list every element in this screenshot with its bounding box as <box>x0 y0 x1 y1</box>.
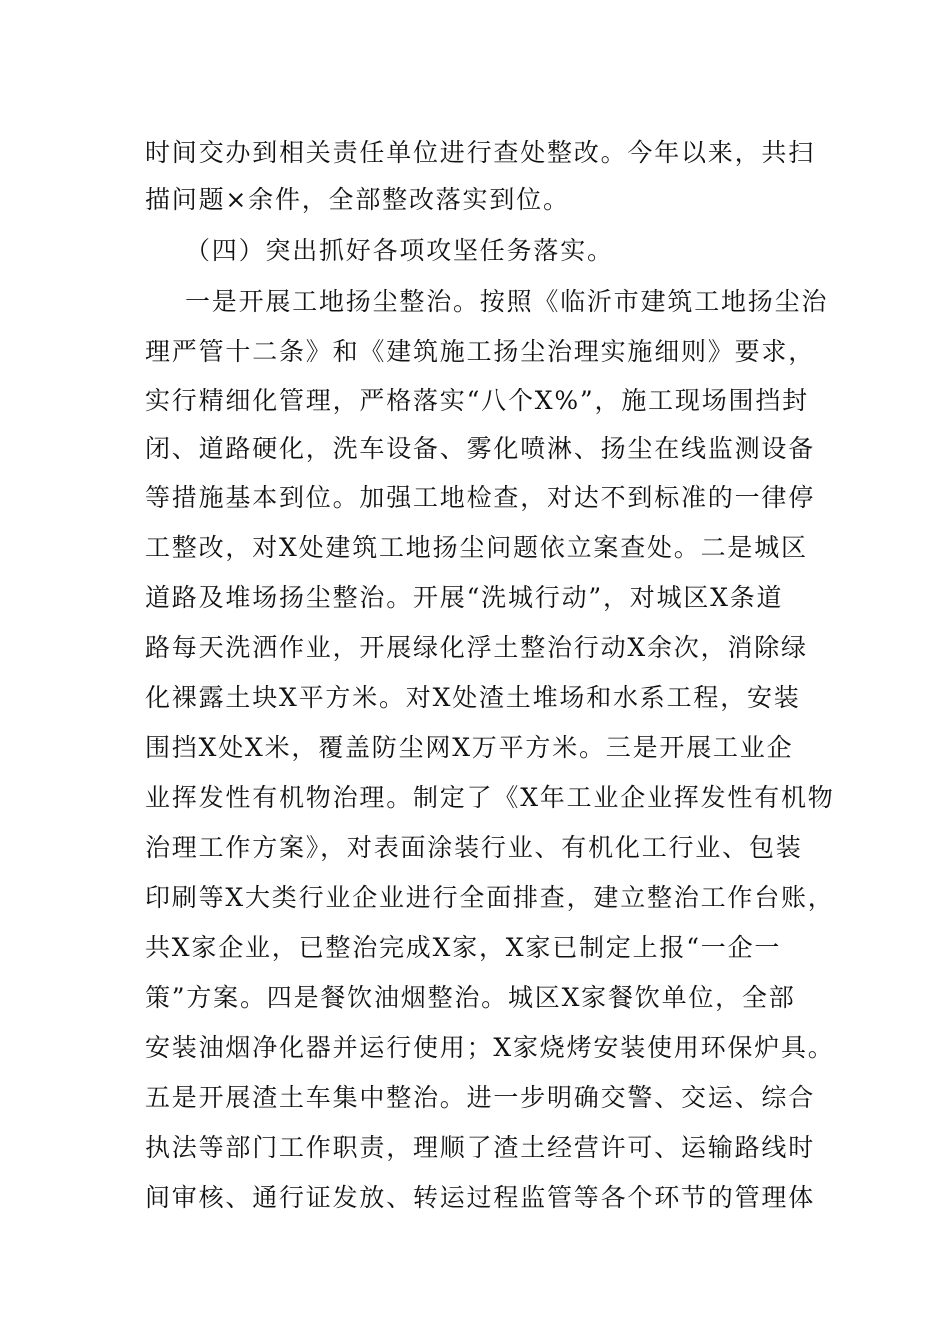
text-line: 共X家企业，已整治完成X家，X家已制定上报“一企一 <box>145 933 782 962</box>
text-line: 治理工作方案》，对表面涂装行业、有机化工行业、包装 <box>145 833 803 862</box>
text-line: 策”方案。四是餐饮油烟整治。城区X家餐饮单位，全部 <box>145 983 796 1012</box>
text-line: 安装油烟净化器并运行使用；X家烧烤安装使用环保炉具。 <box>145 1033 835 1062</box>
text-line: 化裸露土块X平方米。对X处渣土堆场和水系工程，安装 <box>145 683 801 712</box>
text-line: 业挥发性有机物治理。制定了《X年工业企业挥发性有机物 <box>145 783 835 812</box>
text-line: 一是开展工地扬尘整治。按照《临沂市建筑工地扬尘治 <box>185 287 829 316</box>
text-line: 围挡X处X米，覆盖防尘网X万平方米。三是开展工业企 <box>145 733 794 762</box>
text-line: 路每天洗洒作业，开展绿化浮土整治行动X余次，消除绿 <box>145 633 808 662</box>
text-line: 实行精细化管理，严格落实“八个X%”，施工现场围挡封 <box>145 386 809 415</box>
text-line: 执法等部门工作职责，理顺了渣土经营许可、运输路线时 <box>145 1133 816 1162</box>
text-line: 理严管十二条》和《建筑施工扬尘治理实施细则》要求， <box>145 337 816 366</box>
text-line: 时间交办到相关责任单位进行查处整改。今年以来，共扫 <box>145 138 816 167</box>
text-line: 闭、道路硬化，洗车设备、雾化喷淋、扬尘在线监测设备 <box>145 434 816 463</box>
text-line: 道路及堆场扬尘整治。开展“洗城行动”，对城区X条道 <box>145 583 784 612</box>
text-line: 间审核、通行证发放、转运过程监管等各个环节的管理体 <box>145 1183 816 1212</box>
text-line: 等措施基本到位。加强工地检查，对达不到标准的一律停 <box>145 483 816 512</box>
text-line: 工整改，对X处建筑工地扬尘问题依立案查处。二是城区 <box>145 533 808 562</box>
text-line: 五是开展渣土车集中整治。进一步明确交警、交运、综合 <box>145 1083 816 1112</box>
text-line: 描问题×余件，全部整改落实到位。 <box>145 185 570 214</box>
text-line: 印刷等X大类行业企业进行全面排查，建立整治工作台账， <box>145 883 835 912</box>
section-heading: （四）突出抓好各项攻坚任务落实。 <box>185 236 614 265</box>
